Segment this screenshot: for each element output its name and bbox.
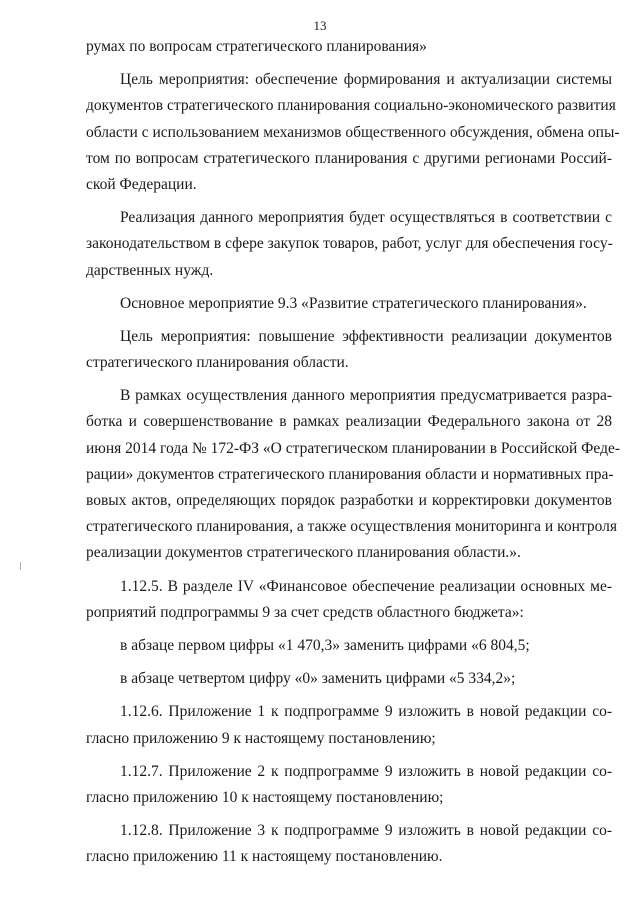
- page-number: 13: [313, 18, 327, 33]
- text-line: стратегического планирования, а также осуществления мониторинга и контроля: [86, 518, 617, 536]
- paragraph: [86, 574, 612, 626]
- document-body: [86, 34, 621, 870]
- text-line: Цель мероприятия: обеспечение формирования и актуализации системы: [120, 71, 612, 89]
- paragraph: [86, 383, 621, 566]
- paragraph: [86, 205, 612, 284]
- paragraph: [86, 818, 612, 870]
- text-line: дарственных нужд.: [86, 261, 214, 279]
- text-line: 1.12.6. Приложение 1 к подпрограмме 9 изложить в новой редакции со-: [120, 703, 612, 721]
- text-line: вовых актов, определяющих порядок разработки и корректировки документов: [86, 492, 612, 509]
- text-line: в абзаце первом цифры «1 470,3» заменить цифрами «6 804,5;: [120, 636, 530, 654]
- text-line: законодательством в сфере закупок товаров, работ, услуг для обеспечения госу-: [86, 235, 613, 253]
- text-line: гласно приложению 9 к настоящему постановлению;: [86, 729, 436, 747]
- text-line: гласно приложению 10 к настоящему постановлению;: [86, 788, 444, 806]
- text-line: реализации документов стратегического планирования области.».: [86, 544, 521, 562]
- text-line: июня 2014 года № 172-ФЗ «О стратегическом планировании в Российской Феде-: [86, 439, 621, 457]
- text-line: Реализация данного мероприятия будет осуществляться в соответствии с: [120, 209, 612, 227]
- paragraph: [86, 67, 620, 198]
- text-line: стратегического планирования области.: [86, 354, 349, 372]
- paragraph: [86, 324, 612, 376]
- paragraph: [86, 633, 612, 659]
- text-line: документов стратегического планирования социально-экономического развития: [86, 97, 616, 115]
- text-line: Основное мероприятие 9.3 «Развитие стратегического планирования».: [120, 294, 587, 312]
- paragraph: [86, 291, 612, 317]
- text-line: роприятий подпрограммы 9 за счет средств областного бюджета»:: [86, 603, 524, 621]
- text-line: 1.12.7. Приложение 2 к подпрограмме 9 изложить в новой редакции со-: [120, 762, 612, 780]
- text-line: в абзаце четвертом цифру «0» заменить цифрами «5 334,2»;: [120, 670, 516, 688]
- paragraph: [86, 666, 612, 692]
- paragraph: [86, 34, 612, 60]
- margin-mark: [20, 562, 21, 570]
- text-line: 1.12.5. В разделе IV «Финансовое обеспечение реализации основных ме-: [120, 577, 612, 595]
- text-line: Цель мероприятия: повышение эффективности реализации документов: [120, 327, 612, 345]
- text-line: ской Федерации.: [86, 175, 197, 193]
- text-line: области с использованием механизмов общественного обсуждения, обмена опы-: [86, 123, 620, 141]
- text-line: гласно приложению 11 к настоящему постановлению.: [86, 848, 443, 866]
- text-line: румах по вопросам стратегического планирования»: [86, 38, 427, 55]
- text-line: рации» документов стратегического планирования области и нормативных пра-: [86, 465, 614, 483]
- text-line: 1.12.8. Приложение 3 к подпрограмме 9 изложить в новой редакции со-: [120, 822, 612, 840]
- text-line: В рамках осуществления данного мероприятия предусматривается разра-: [120, 387, 612, 405]
- text-line: ботка и совершенствование в рамках реализации Федерального закона от 28: [86, 413, 612, 431]
- paragraph: [86, 699, 612, 751]
- paragraph: [86, 759, 612, 811]
- text-line: том по вопросам стратегического планирования с другими регионами Россий-: [86, 149, 612, 167]
